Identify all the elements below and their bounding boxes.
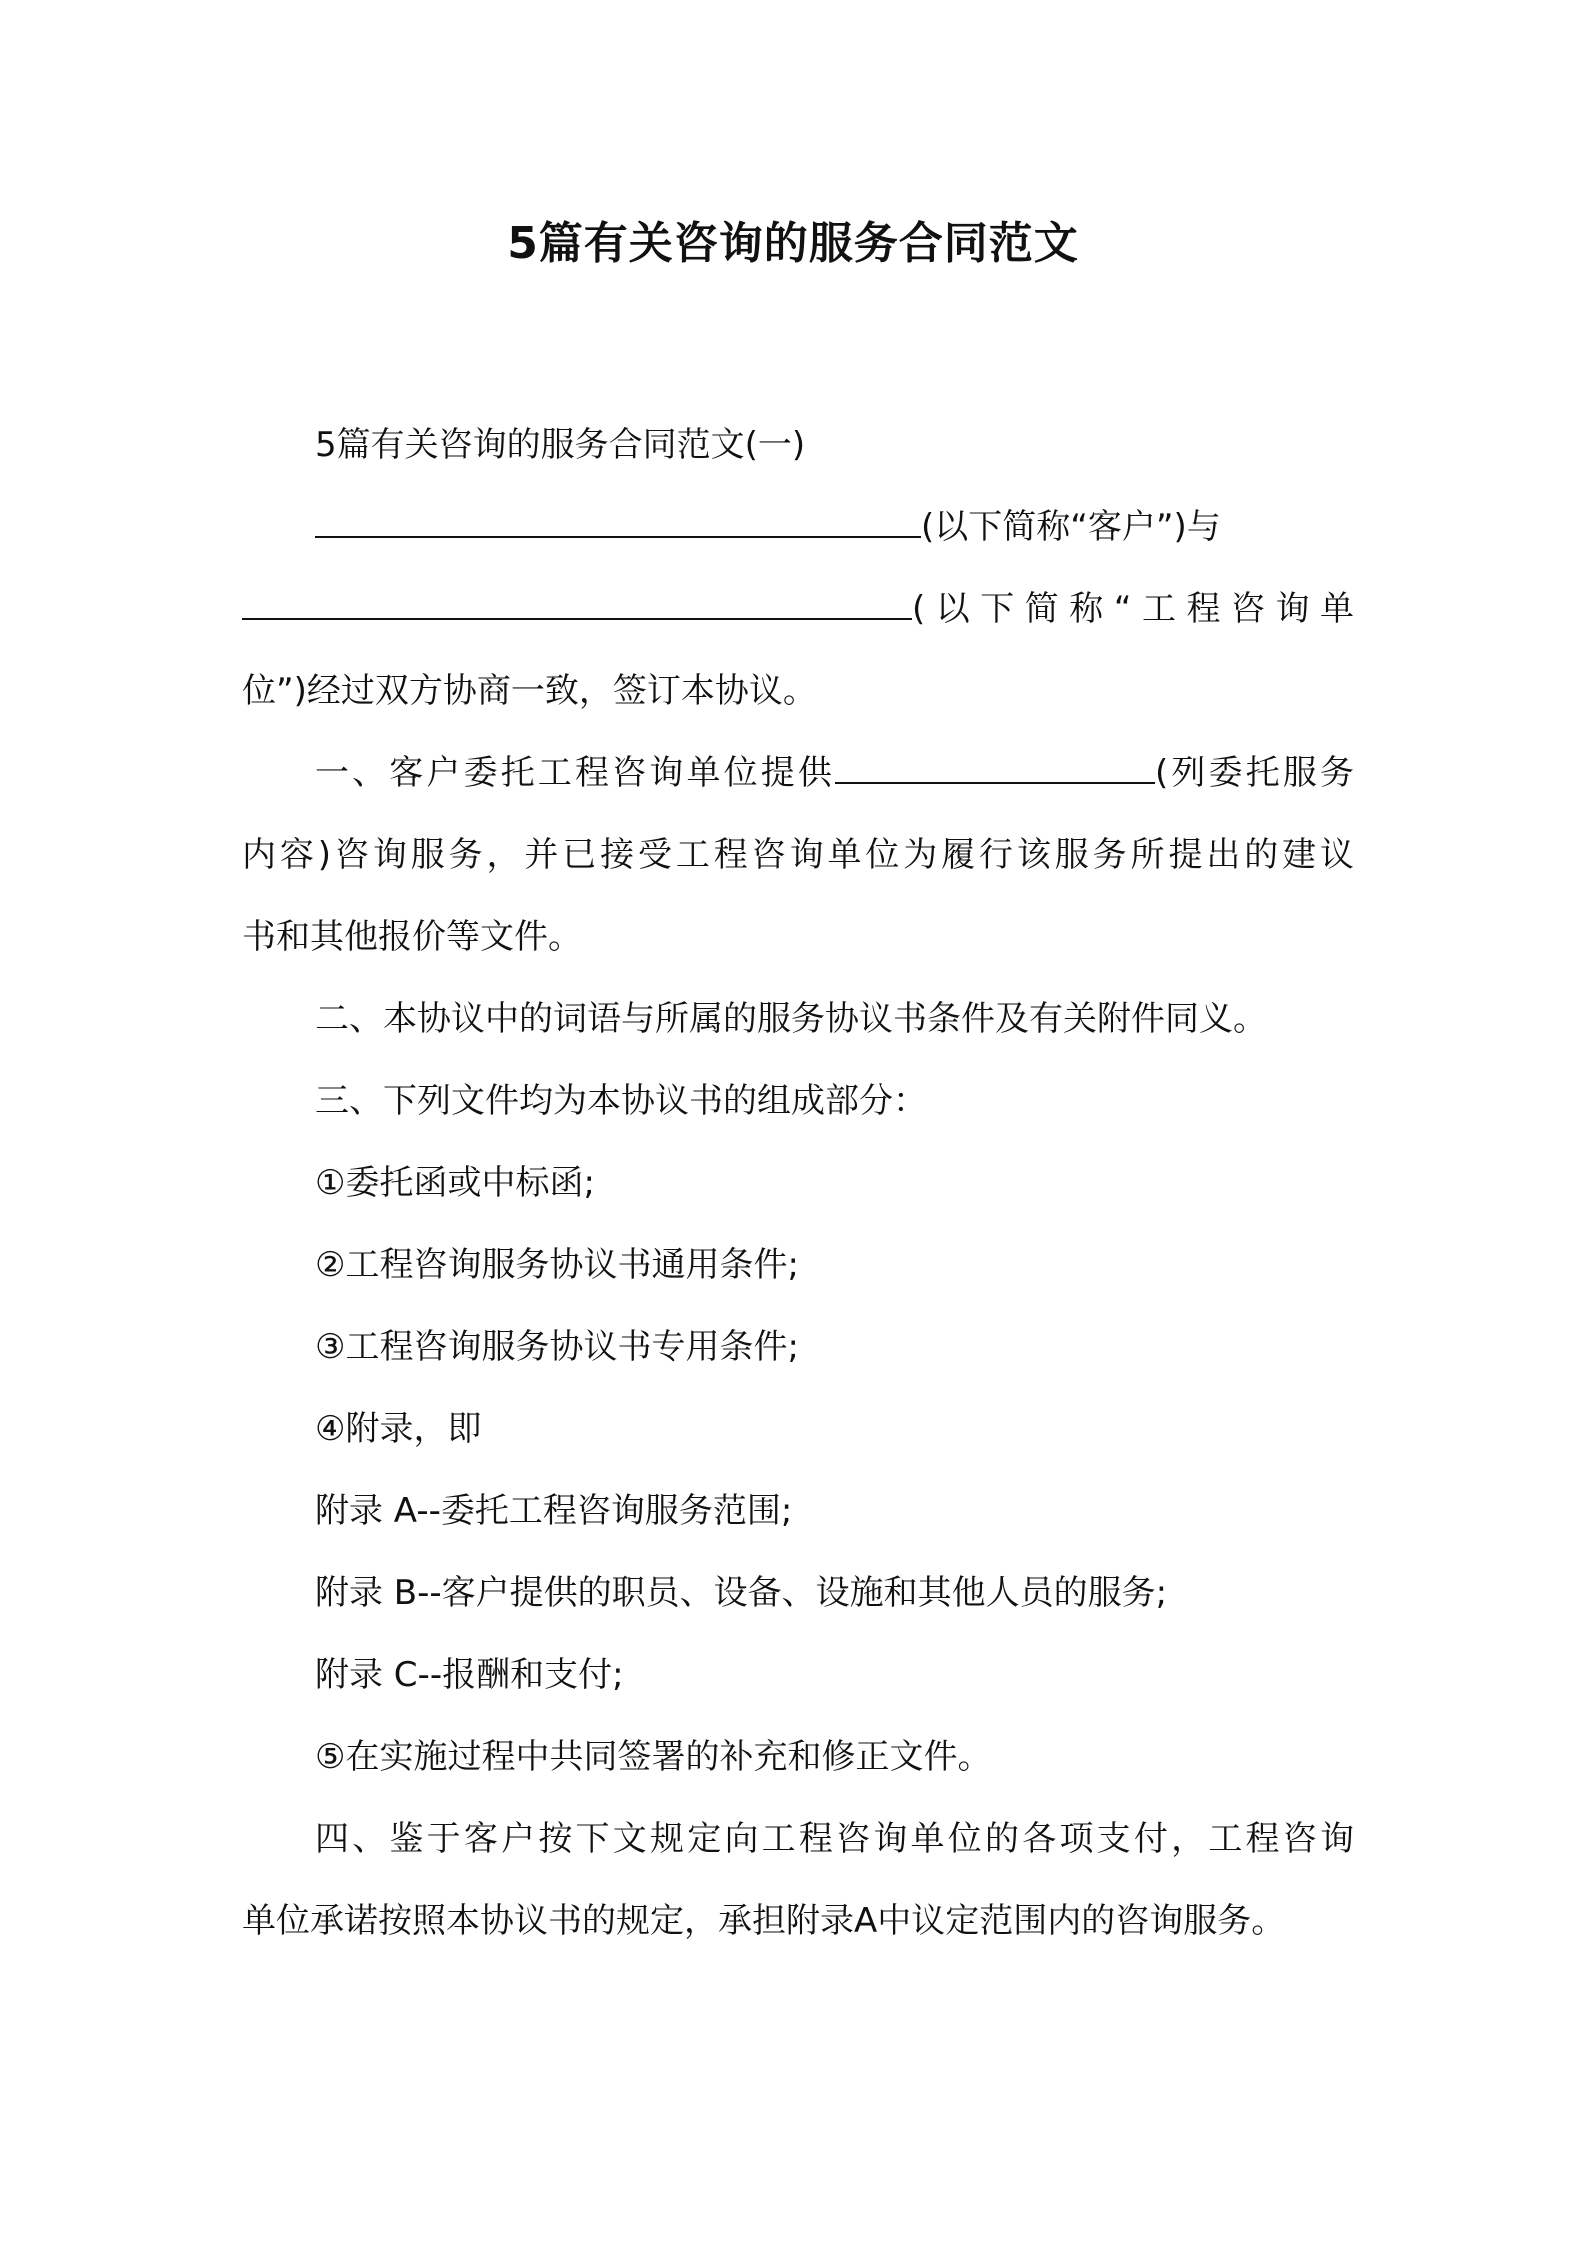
list-item-3: ③工程咨询服务协议书专用条件;: [315, 1327, 799, 1367]
clause-4-line-1: 四、鉴于客户按下文规定向工程咨询单位的各项支付，工程咨询: [315, 1819, 1354, 1859]
party-client-line: [242, 486, 1354, 568]
party-consultant-tail: 位”)经过双方协商一致，签订本协议。: [242, 671, 817, 711]
document-body: [242, 404, 1354, 1962]
party-consultant-line: [242, 568, 1354, 650]
list-item-2: ②工程咨询服务协议书通用条件;: [315, 1245, 799, 1285]
document-title: 5篇有关咨询的服务合同范文: [507, 218, 1079, 269]
clause-1-line-1: [242, 732, 1354, 814]
clause-1-prefix: 一、客户委托工程咨询单位提供: [315, 753, 836, 793]
client-name-blank[interactable]: [315, 502, 921, 538]
list-item-1: ①委托函或中标函;: [315, 1163, 595, 1203]
clause-4-line-2: 单位承诺按照本协议书的规定，承担附录A中议定范围内的咨询服务。: [242, 1901, 1286, 1941]
clause-3: 三、下列文件均为本协议书的组成部分：: [315, 1081, 927, 1121]
clause-2: 二、本协议中的词语与所属的服务协议书条件及有关附件同义。: [315, 999, 1267, 1039]
party-consultant-suffix: (以下简称“工程咨询单: [912, 589, 1354, 629]
service-content-blank[interactable]: [835, 748, 1155, 784]
appendix-c: 附录 C--报酬和支付;: [315, 1655, 624, 1695]
party-client-suffix: (以下简称“客户”)与: [921, 507, 1221, 547]
list-item-5: ⑤在实施过程中共同签署的补充和修正文件。: [315, 1737, 992, 1777]
appendix-a: 附录 A--委托工程咨询服务范围;: [315, 1491, 793, 1531]
clause-1-suffix: (列委托服务: [1155, 753, 1354, 793]
clause-1-line-3: 书和其他报价等文件。: [242, 917, 582, 957]
section-heading: 5篇有关咨询的服务合同范文(一): [315, 425, 806, 465]
list-item-4: ④附录，即: [315, 1409, 482, 1449]
appendix-b: 附录 B--客户提供的职员、设备、设施和其他人员的服务;: [315, 1573, 1168, 1613]
clause-1-line-2: 内容)咨询服务，并已接受工程咨询单位为履行该服务所提出的建议: [242, 835, 1354, 875]
consultant-name-blank[interactable]: [242, 584, 912, 620]
